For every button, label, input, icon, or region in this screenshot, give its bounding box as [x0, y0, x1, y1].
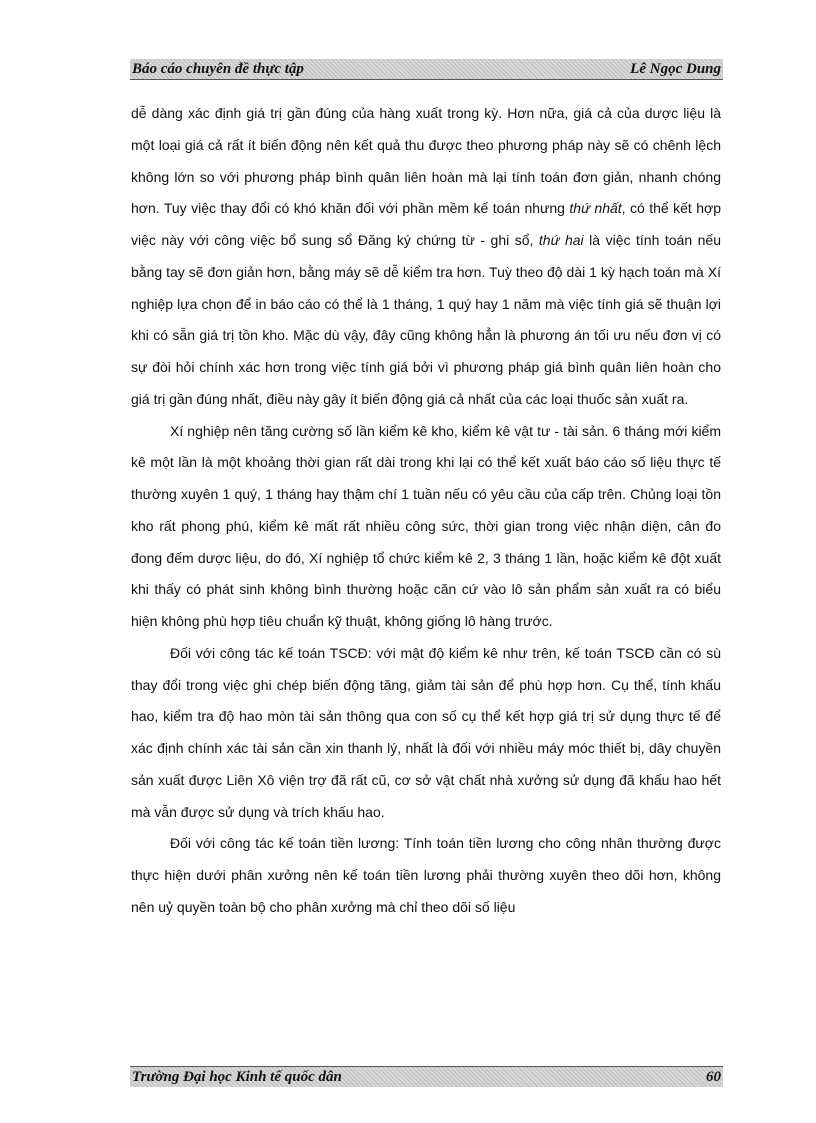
school-name: Trường Đại học Kinh tế quốc dân [132, 1068, 342, 1085]
page-number: 60 [706, 1068, 721, 1085]
report-title: Báo cáo chuyên đề thực tập [132, 60, 304, 77]
paragraph-1 [131, 98, 721, 416]
author-name: Lê Ngọc Dung [630, 60, 721, 77]
emphasis-text: thứ nhất [569, 200, 622, 217]
paragraph-text: là việc tính toán nếu bằng tay sẽ đơn giản hơn, bằng máy sẽ dễ kiểm tra hơn. Tuỳ theo độ dài 1 kỳ hạch toán mà Xí nghiệp lựa chọn để in báo cáo có thể là 1 tháng, 1 quý hay 1 năm mà việc tính giá sẽ thuận lợi khi có sẵn giá trị tồn kho. Mặc dù vậy, đây cũng không hẳn là phương án tối ưu nếu đơn vị có sự đòi hỏi chính xác hơn trong việc tính giá bởi vì phương pháp giá bình quân liên hoàn cho giá trị gần đúng nhất, điều này gây ít biến động giá cả nhất của các loại thuốc sản xuất ra. [131, 232, 721, 407]
paragraph-3 [131, 638, 721, 829]
body-text [131, 98, 721, 924]
paragraph-text: Đối với công tác kế toán tiền lương: Tính toán tiền lương cho công nhân thường được thực hiện dưới phân xưởng nên kế toán tiền lương phải thường xuyên theo dõi hơn, không nên uỷ quyền toàn bộ cho phân xưởng mà chỉ theo dõi số liệu [131, 835, 721, 915]
emphasis-text: thứ hai [538, 232, 584, 248]
paragraph-2 [131, 416, 721, 638]
paragraph-text: Đối với công tác kế toán TSCĐ: với mật độ kiểm kê như trên, kế toán TSCĐ cần có sù thay đổi trong việc ghi chép biến động tăng, giảm tài sản để phù hợp hơn. Cụ thể, tính khấu hao, kiểm tra độ hao mòn tài sản thông qua con số cụ thể kết hợp giá trị sử dụng thực tế để xác định chính xác tài sản cần xin thanh lý, nhất là đối với nhiều máy móc thiết bị, dây chuyền sản xuất được Liên Xô viện trợ đã rất cũ, cơ sở vật chất nhà xưởng sử dụng đã khấu hao hết mà vẫn được sử dụng và trích khấu hao. [131, 644, 721, 820]
paragraph-text: Xí nghiệp nên tăng cường số lần kiểm kê kho, kiểm kê vật tư - tài sản. 6 tháng mới kiểm kê một lần là một khoảng thời gian rất dài trong khi lại có thể kết xuất báo cáo số liệu thực tế thường xuyên 1 quý, 1 tháng hay thậm chí 1 tuần nếu có yêu cầu của cấp trên. Chủng loại tồn kho rất phong phú, kiểm kê mất rất nhiều công sức, thời gian trong việc nhận diện, cân đo đong đếm dược liệu, do đó, Xí nghiệp tổ chức kiểm kê 2, 3 tháng 1 lần, hoặc kiểm kê đột xuất khi thấy có phát sinh không bình thường hoặc căn cứ vào lô sản phẩm sản xuất ra có biểu hiện không phù hợp tiêu chuẩn kỹ thuật, không giống lô hàng trước. [131, 422, 721, 629]
page-footer [130, 1066, 723, 1087]
page-header [130, 59, 723, 80]
paragraph-4 [131, 828, 721, 923]
paragraph-text: , có thể kết hợp việc này với công việc bổ sung sổ Đăng ký chứng từ - ghi sổ, [131, 200, 722, 248]
paragraph-text: dễ dàng xác định giá trị gần đúng của hàng xuất trong kỳ. Hơn nữa, giá cả của dược liệu là một loại giá cả rất ít biến động nên kết quả thu được theo phương pháp này sẽ có chênh lệch không lớn so với phương pháp bình quân liên hoàn mà lại tính toán đơn giản, nhanh chóng hơn. Tuy việc thay đổi có khó khăn đối với phần mềm kế toán nhưng [131, 105, 721, 217]
